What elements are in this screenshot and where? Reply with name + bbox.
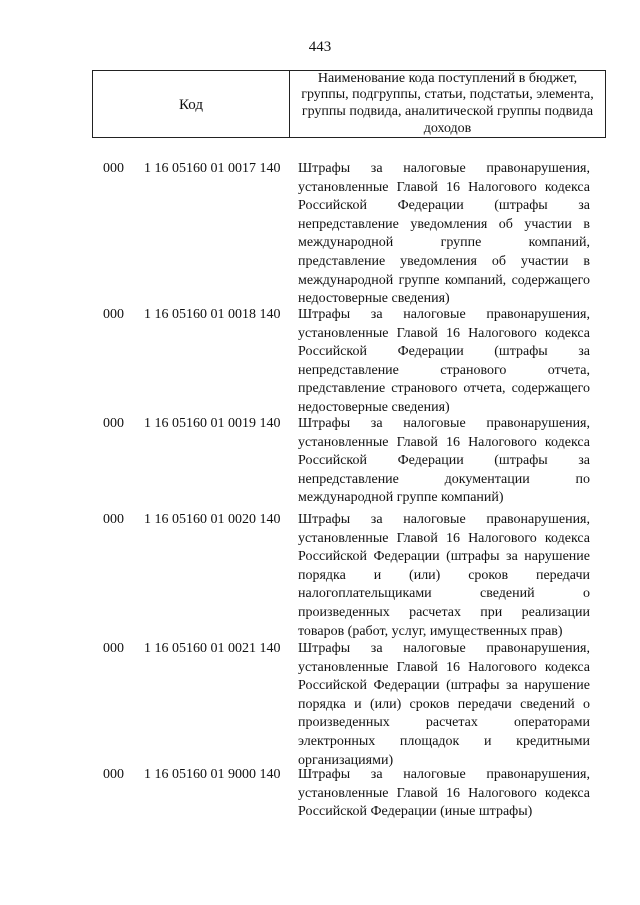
revenue-description: Штрафы за налоговые правонарушения, установленные Главой 16 Налогового кодекса Российской Федерации (штрафы за нарушение порядка и (или) сроков передачи сведений о произведенных расчетах операторами электронных площадок и кредитными организациями) bbox=[298, 641, 590, 768]
revenue-code: 1 16 05160 01 0019 140 bbox=[144, 416, 281, 431]
revenue-description: Штрафы за налоговые правонарушения, установленные Главой 16 Налогового кодекса Российской Федерации (штрафы за нарушение порядка и (или) сроков передачи налогоплательщиками сведений о произведенных расчетах при реализации товаров (работ, услуг, имущественных прав) bbox=[298, 512, 590, 639]
revenue-description: Штрафы за налоговые правонарушения, установленные Главой 16 Налогового кодекса Российской Федерации (штрафы за непредставление уведомления об участии в международной группе компаний, представление уведомления об участии в международной группе компаний, содержащего недостоверные сведения) bbox=[298, 161, 590, 307]
name-column-header: Наименование кода поступлений в бюджет, группы, подгруппы, статьи, подстатьи, элемента, группы подвида, аналитической группы подвида доходов bbox=[301, 70, 594, 136]
admin-code: 000 bbox=[103, 161, 124, 176]
admin-code: 000 bbox=[103, 416, 124, 431]
admin-code: 000 bbox=[103, 307, 124, 322]
revenue-code: 1 16 05160 01 0021 140 bbox=[144, 641, 281, 656]
admin-code: 000 bbox=[103, 641, 124, 656]
admin-code: 000 bbox=[103, 512, 124, 527]
admin-code: 000 bbox=[103, 767, 124, 782]
revenue-code: 1 16 05160 01 0018 140 bbox=[144, 307, 281, 322]
revenue-code: 1 16 05160 01 0020 140 bbox=[144, 512, 281, 527]
code-column-header: Код bbox=[93, 71, 290, 137]
table-header bbox=[92, 70, 606, 138]
revenue-description: Штрафы за налоговые правонарушения, установленные Главой 16 Налогового кодекса Российской Федерации (штрафы за непредставление документации по международной группе компаний) bbox=[298, 416, 590, 506]
revenue-code: 1 16 05160 01 9000 140 bbox=[144, 767, 281, 782]
revenue-code: 1 16 05160 01 0017 140 bbox=[144, 161, 281, 176]
revenue-description: Штрафы за налоговые правонарушения, установленные Главой 16 Налогового кодекса Российской Федерации (штрафы за непредставление странового отчета, представление странового отчета, содержащего недостоверные сведения) bbox=[298, 307, 590, 415]
page-number: 443 bbox=[308, 39, 332, 55]
revenue-description: Штрафы за налоговые правонарушения, установленные Главой 16 Налогового кодекса Российской Федерации (иные штрафы) bbox=[298, 767, 590, 820]
